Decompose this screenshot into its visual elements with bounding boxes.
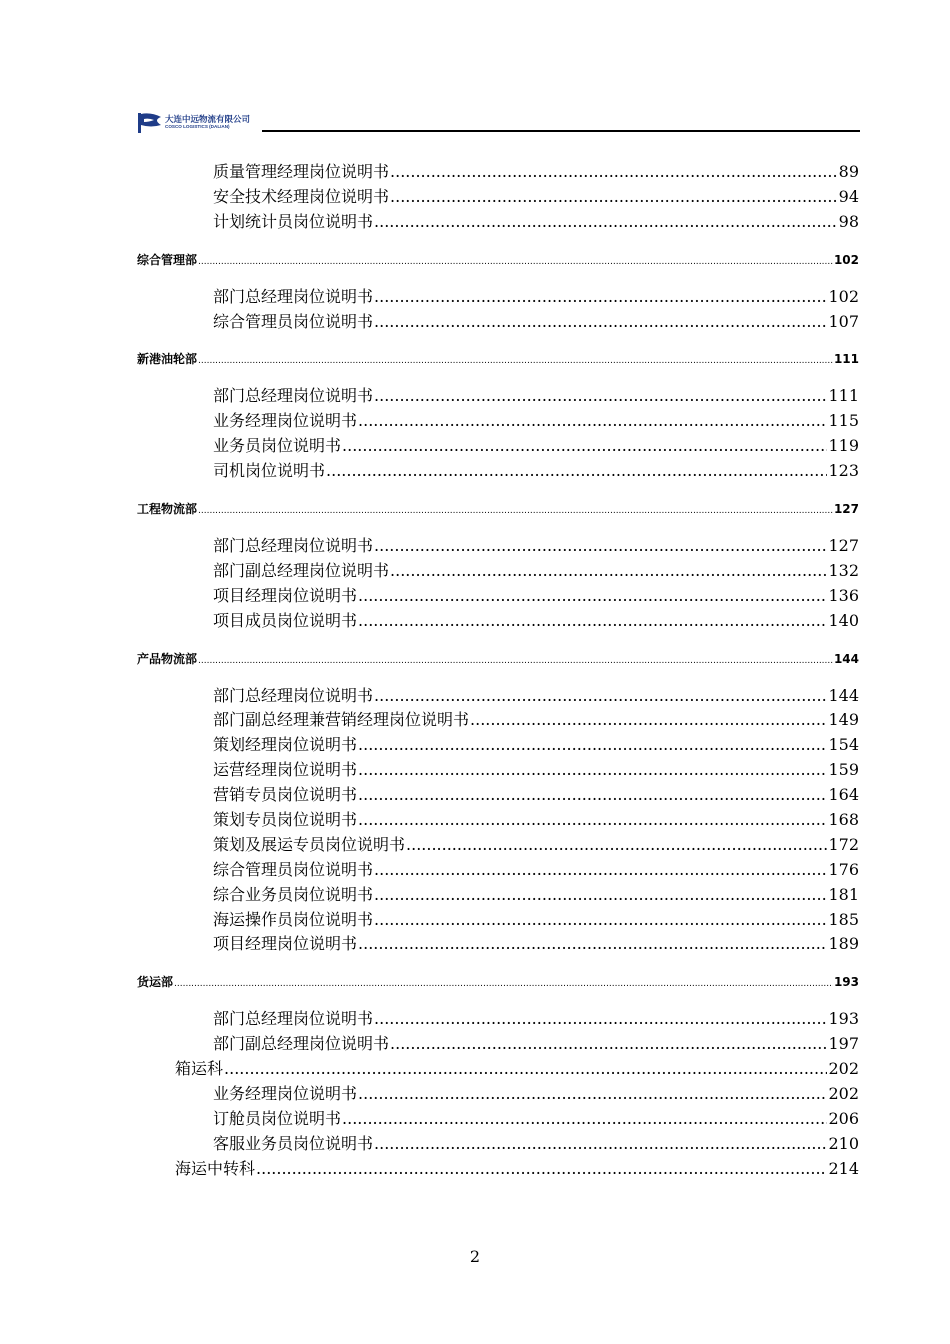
toc-entry[interactable] bbox=[137, 285, 859, 310]
toc-entry-title: 部门副总经理岗位说明书 bbox=[213, 1034, 390, 1054]
toc-entry[interactable] bbox=[137, 1082, 859, 1107]
toc-entry-page: 102 bbox=[828, 286, 859, 306]
toc-entry-page: 127 bbox=[833, 502, 859, 517]
toc-entry-page: 206 bbox=[828, 1108, 859, 1128]
toc-dot-leader bbox=[374, 534, 827, 559]
toc-entry[interactable] bbox=[137, 1057, 859, 1082]
toc-entry-title: 货运部 bbox=[137, 975, 174, 990]
toc-entry[interactable] bbox=[137, 684, 859, 709]
toc-entry-page: 107 bbox=[828, 311, 859, 331]
toc-entry[interactable] bbox=[137, 310, 859, 335]
toc-dot-leader bbox=[358, 808, 827, 833]
toc-entry-title: 业务员岗位说明书 bbox=[213, 436, 342, 456]
toc-entry-page: 197 bbox=[828, 1034, 859, 1054]
toc-entry-title: 综合管理员岗位说明书 bbox=[213, 311, 374, 331]
toc-entry[interactable] bbox=[137, 1157, 859, 1182]
toc-entry-page: 193 bbox=[833, 975, 859, 990]
toc-entry-page: 144 bbox=[828, 685, 859, 705]
toc-entry[interactable] bbox=[137, 833, 859, 858]
toc-entry-page: 140 bbox=[828, 610, 859, 630]
toc-entry-title: 产品物流部 bbox=[137, 651, 198, 666]
toc-entry-title: 项目经理岗位说明书 bbox=[213, 934, 358, 954]
toc-dot-leader bbox=[406, 833, 827, 858]
toc-entry[interactable] bbox=[137, 499, 859, 519]
toc-dot-leader bbox=[358, 609, 827, 634]
toc-dot-leader bbox=[358, 584, 827, 609]
toc-entry-page: 94 bbox=[838, 186, 859, 206]
toc-entry[interactable] bbox=[137, 559, 859, 584]
toc-entry-title: 综合业务员岗位说明书 bbox=[213, 884, 374, 904]
toc-entry-page: 132 bbox=[828, 560, 859, 580]
toc-dot-leader bbox=[358, 783, 827, 808]
toc-entry-title: 部门总经理岗位说明书 bbox=[213, 1009, 374, 1029]
toc-entry-title: 客服业务员岗位说明书 bbox=[213, 1133, 374, 1153]
company-logo bbox=[137, 110, 267, 136]
company-name-cn: 大连中远物流有限公司 bbox=[165, 114, 251, 125]
toc-dot-leader bbox=[374, 1132, 827, 1157]
toc-dot-leader bbox=[390, 185, 838, 210]
toc-dot-leader bbox=[374, 1007, 827, 1032]
toc-entry-title: 新港油轮部 bbox=[137, 352, 198, 367]
toc-entry-page: 115 bbox=[828, 411, 859, 431]
toc-entry-title: 计划统计员岗位说明书 bbox=[213, 211, 374, 231]
toc-entry[interactable] bbox=[137, 1107, 859, 1132]
toc-entry-title: 策划经理岗位说明书 bbox=[213, 735, 358, 755]
toc-entry-page: 193 bbox=[828, 1009, 859, 1029]
toc-entry[interactable] bbox=[137, 210, 859, 235]
toc-entry-title: 运营经理岗位说明书 bbox=[213, 760, 358, 780]
toc-entry[interactable] bbox=[137, 349, 859, 369]
page-number: 2 bbox=[469, 1247, 481, 1266]
toc-entry-page: 127 bbox=[828, 536, 859, 556]
toc-dot-leader bbox=[198, 252, 833, 272]
toc-entry[interactable] bbox=[137, 1132, 859, 1157]
company-name-en: COSCO LOGISTICS (DALIAN) bbox=[165, 124, 230, 130]
toc-entry-page: 119 bbox=[828, 436, 859, 456]
toc-entry-title: 项目成员岗位说明书 bbox=[213, 610, 358, 630]
toc-dot-leader bbox=[342, 434, 827, 459]
toc-entry-page: 172 bbox=[828, 834, 859, 854]
toc-entry-page: 168 bbox=[828, 810, 859, 830]
toc-dot-leader bbox=[358, 1082, 827, 1107]
toc-entry-title: 海运操作员岗位说明书 bbox=[213, 909, 374, 929]
toc-entry[interactable] bbox=[137, 883, 859, 908]
toc-entry-page: 214 bbox=[828, 1158, 859, 1178]
toc-dot-leader bbox=[342, 1107, 827, 1132]
toc-entry[interactable] bbox=[137, 783, 859, 808]
toc-dot-leader bbox=[358, 758, 827, 783]
toc-entry[interactable] bbox=[137, 808, 859, 833]
toc-entry[interactable] bbox=[137, 459, 859, 484]
toc-entry[interactable] bbox=[137, 584, 859, 609]
toc-entry-page: 98 bbox=[838, 211, 859, 231]
toc-dot-leader bbox=[374, 858, 827, 883]
toc-dot-leader bbox=[326, 459, 827, 484]
table-of-contents bbox=[137, 160, 859, 1182]
toc-entry[interactable] bbox=[137, 972, 859, 992]
toc-entry-title: 部门总经理岗位说明书 bbox=[213, 685, 374, 705]
toc-entry-page: 202 bbox=[828, 1059, 859, 1079]
toc-entry[interactable] bbox=[137, 908, 859, 933]
toc-entry-page: 210 bbox=[828, 1133, 859, 1153]
toc-entry-title: 项目经理岗位说明书 bbox=[213, 585, 358, 605]
toc-entry[interactable] bbox=[137, 758, 859, 783]
toc-entry-page: 111 bbox=[833, 352, 859, 367]
toc-dot-leader bbox=[198, 351, 833, 371]
toc-entry-title: 部门总经理岗位说明书 bbox=[213, 536, 374, 556]
toc-entry-page: 154 bbox=[828, 735, 859, 755]
toc-entry-title: 海运中转科 bbox=[175, 1158, 256, 1178]
toc-dot-leader bbox=[358, 733, 827, 758]
toc-entry[interactable] bbox=[137, 733, 859, 758]
toc-dot-leader bbox=[174, 974, 833, 994]
toc-entry-page: 181 bbox=[828, 884, 859, 904]
toc-entry[interactable] bbox=[137, 1032, 859, 1057]
toc-dot-leader bbox=[390, 1032, 827, 1057]
toc-entry[interactable] bbox=[137, 250, 859, 270]
page-header bbox=[137, 110, 860, 136]
toc-dot-leader bbox=[358, 932, 827, 957]
toc-dot-leader bbox=[374, 908, 827, 933]
toc-entry-page: 149 bbox=[828, 710, 859, 730]
toc-entry[interactable] bbox=[137, 160, 859, 185]
toc-entry-title: 营销专员岗位说明书 bbox=[213, 785, 358, 805]
toc-dot-leader bbox=[224, 1057, 827, 1082]
toc-entry-page: 159 bbox=[828, 760, 859, 780]
toc-entry-title: 综合管理部 bbox=[137, 252, 198, 267]
toc-dot-leader bbox=[470, 708, 827, 733]
toc-entry-page: 189 bbox=[828, 934, 859, 954]
toc-dot-leader bbox=[256, 1157, 827, 1182]
toc-dot-leader bbox=[198, 501, 833, 521]
toc-dot-leader bbox=[374, 210, 838, 235]
toc-entry[interactable] bbox=[137, 434, 859, 459]
toc-entry-page: 102 bbox=[833, 252, 859, 267]
toc-entry[interactable] bbox=[137, 1007, 859, 1032]
toc-dot-leader bbox=[390, 160, 838, 185]
toc-entry[interactable] bbox=[137, 409, 859, 434]
toc-entry-title: 部门总经理岗位说明书 bbox=[213, 286, 374, 306]
toc-entry-title: 箱运科 bbox=[175, 1059, 224, 1079]
toc-entry-title: 部门总经理岗位说明书 bbox=[213, 386, 374, 406]
toc-entry[interactable] bbox=[137, 609, 859, 634]
toc-entry[interactable] bbox=[137, 649, 859, 669]
toc-entry-page: 123 bbox=[828, 461, 859, 481]
toc-entry[interactable] bbox=[137, 185, 859, 210]
toc-entry-title: 司机岗位说明书 bbox=[213, 461, 326, 481]
toc-entry-page: 176 bbox=[828, 859, 859, 879]
toc-entry-page: 136 bbox=[828, 585, 859, 605]
toc-entry-title: 业务经理岗位说明书 bbox=[213, 1084, 358, 1104]
cosco-flag-icon bbox=[137, 111, 163, 135]
toc-entry[interactable] bbox=[137, 932, 859, 957]
toc-entry[interactable] bbox=[137, 708, 859, 733]
toc-dot-leader bbox=[374, 384, 827, 409]
toc-entry-title: 部门副总经理兼营销经理岗位说明书 bbox=[213, 710, 470, 730]
toc-entry[interactable] bbox=[137, 858, 859, 883]
toc-dot-leader bbox=[374, 883, 827, 908]
toc-entry-title: 订舱员岗位说明书 bbox=[213, 1108, 342, 1128]
toc-dot-leader bbox=[374, 684, 827, 709]
toc-entry-title: 部门副总经理岗位说明书 bbox=[213, 560, 390, 580]
toc-entry-page: 144 bbox=[833, 651, 859, 666]
toc-dot-leader bbox=[390, 559, 827, 584]
toc-entry[interactable] bbox=[137, 534, 859, 559]
toc-dot-leader bbox=[358, 409, 827, 434]
header-rule bbox=[262, 130, 860, 132]
toc-entry-title: 工程物流部 bbox=[137, 502, 198, 517]
toc-entry-title: 综合管理员岗位说明书 bbox=[213, 859, 374, 879]
toc-entry-page: 185 bbox=[828, 909, 859, 929]
toc-dot-leader bbox=[374, 285, 827, 310]
toc-dot-leader bbox=[198, 651, 833, 671]
toc-entry-title: 策划专员岗位说明书 bbox=[213, 810, 358, 830]
toc-entry-page: 164 bbox=[828, 785, 859, 805]
toc-dot-leader bbox=[374, 310, 827, 335]
toc-entry-title: 业务经理岗位说明书 bbox=[213, 411, 358, 431]
toc-entry-title: 策划及展运专员岗位说明书 bbox=[213, 834, 406, 854]
toc-entry-page: 202 bbox=[828, 1084, 859, 1104]
toc-entry-page: 111 bbox=[828, 386, 859, 406]
toc-entry-title: 安全技术经理岗位说明书 bbox=[213, 186, 390, 206]
toc-entry[interactable] bbox=[137, 384, 859, 409]
toc-entry-page: 89 bbox=[838, 162, 859, 181]
toc-entry-title: 质量管理经理岗位说明书 bbox=[213, 162, 390, 181]
